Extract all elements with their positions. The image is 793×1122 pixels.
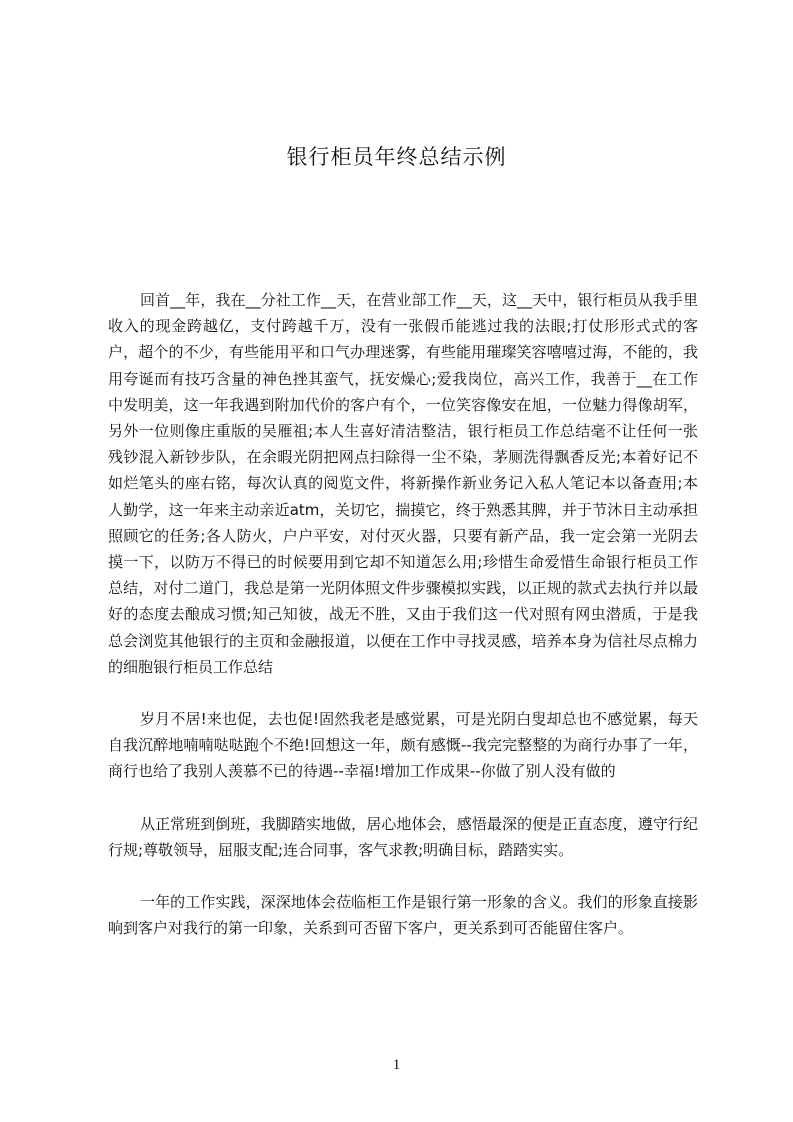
document-body (108, 287, 698, 967)
page-number: 1 (392, 1057, 401, 1073)
paragraph-2: 岁月不居!来也促，去也促!固然我老是感觉累，可是光阴白叟却总也不感觉累，每天自我沉醉地喃喃哒哒跑个不绝!回想这一年，颇有感慨--我完完整整的为商行办事了一年，商行也给了我别人羡慕不已的待遇--幸福!增加工作成果--你做了别人没有做的 (108, 710, 698, 781)
paragraph-3: 从正常班到倒班，我脚踏实地做，居心地体会，感悟最深的便是正直态度，遵守行纪行规;尊敬领导，屈服支配;连合同事，客气求教;明确目标，踏踏实实。 (108, 814, 698, 859)
paragraph-1: 回首__年，我在__分社工作__天，在营业部工作__天，这__天中，银行柜员从我手里收入的现金跨越亿，支付跨越千万，没有一张假币能逃过我的法眼;打仗形形式式的客户，超个的不少，有些能用平和口气办理迷雾，有些能用璀璨笑容嘻嘻过海，不能的，我用夸诞而有技巧含量的神色挫其蛮气，抚安燥心;爱我岗位，高兴工作，我善于__在工作中发明美，这一年我遇到附加代价的客户有个，一位笑容像安在旭，一位魅力得像胡军，另外一位则像庄重版的吴雁祖;本人生喜好清洁整洁，银行柜员工作总结毫不让任何一张残钞混入新钞步队，在余暇光阴把网点扫除得一尘不染，茅厕洗得飘香反光;本着好记不如烂笔头的座右铭，每次认真的阅览文件，将新操作新业务记入私人笔记本以备查用;本人勤学，这一年来主动亲近atm，关切它，揣摸它，终于熟悉其脾，并于节沐日主动承担照顾它的任务;各人防火，户户平安，对付灭火器，只要有新产品，我一定会第一光阴去摸一下，以防万不得已的时候要用到它却不知道怎么用;珍惜生命爱惜生命银行柜员工作总结，对付二道门，我总是第一光阴体照文件步骤模拟实践，以正规的款式去执行并以最好的态度去酿成习惯;知己知彼，战无不胜，又由于我们这一代对照有网虫潜质，于是我总会浏览其他银行的主页和金融报道，以便在工作中寻找灵感，培养本身为信社尽点棉力的细胞银行柜员工作总结 (108, 291, 698, 676)
paragraph-4: 一年的工作实践，深深地体会莅临柜工作是银行第一形象的含义。我们的形象直接影响到客户对我行的第一印象，关系到可否留下客户，更关系到可否能留住客户。 (108, 893, 698, 938)
document-title: 银行柜员年终总结示例 (286, 145, 507, 169)
